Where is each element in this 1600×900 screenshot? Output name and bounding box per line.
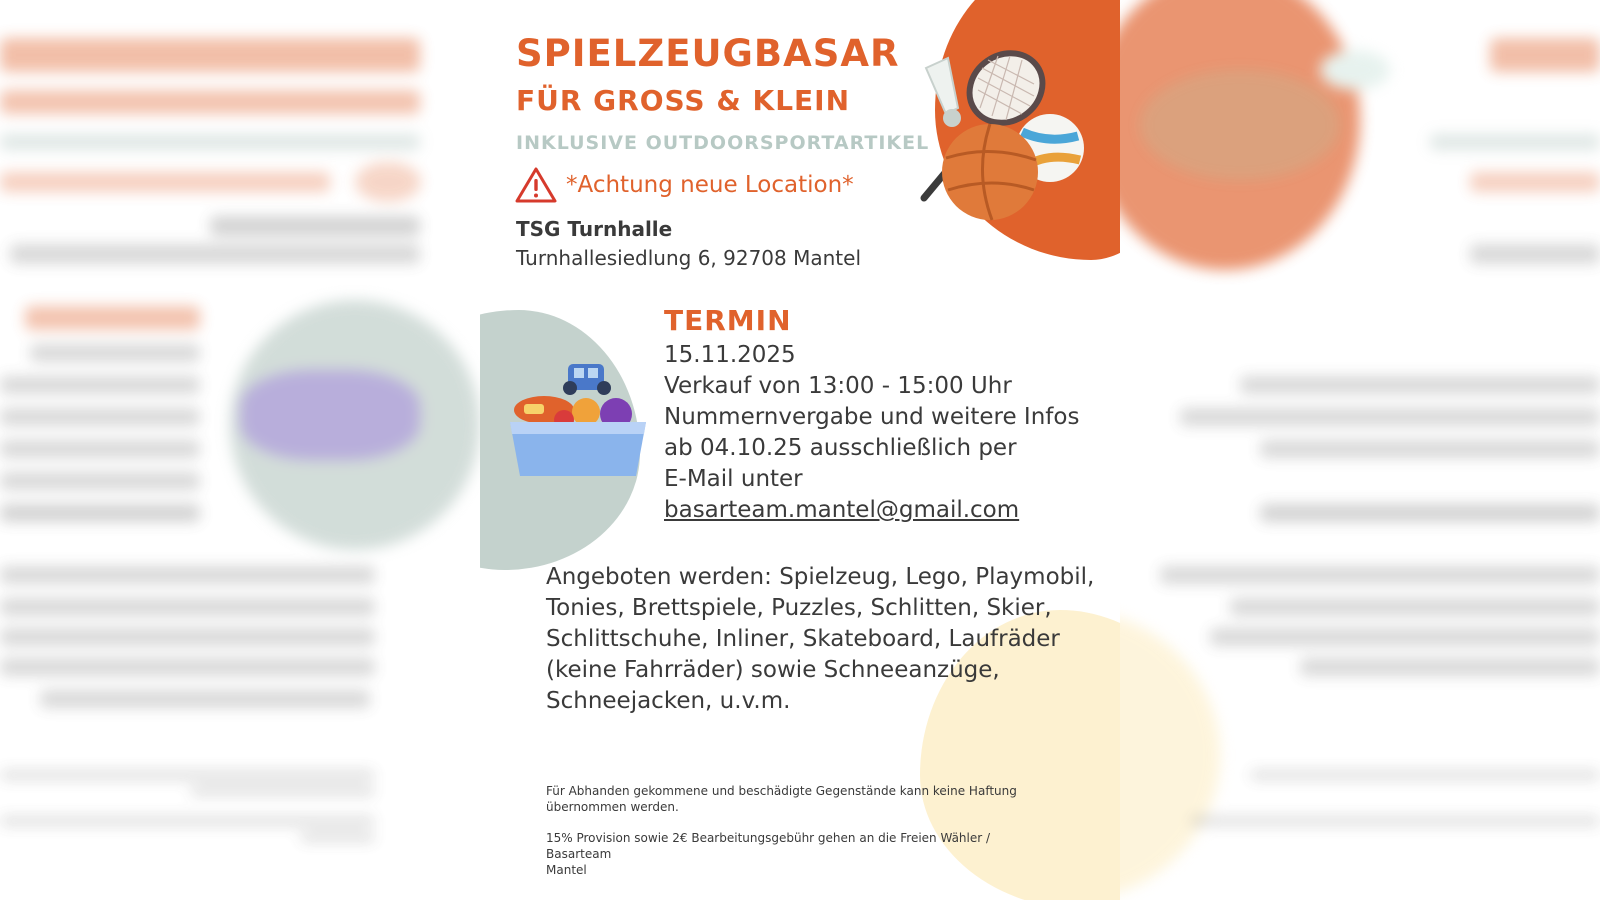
termin-time: Verkauf von 13:00 - 15:00 Uhr [664, 373, 1012, 399]
termin-details [664, 340, 1104, 526]
offered-line: Tonies, Brettspiele, Puzzles, Schlitten, Skier, [546, 595, 1052, 621]
blurred-background-right [1120, 0, 1600, 900]
venue-address: Turnhallesiedlung 6, 92708 Mantel [516, 246, 861, 270]
poster-tagline: INKLUSIVE OUTDOORSPORTARTIKEL [516, 132, 930, 154]
toy-basket-illustration [508, 364, 648, 484]
termin-heading: TERMIN [664, 304, 792, 337]
offered-line: (keine Fahrräder) sowie Schneeanzüge, [546, 657, 1000, 683]
liability-disclaimer [546, 783, 1046, 815]
fee-line: 15% Provision sowie 2€ Bearbeitungsgebühr gehen an die Freien Wähler / Basarteam [546, 831, 991, 861]
sports-equipment-illustration [918, 48, 1098, 228]
venue-name: TSG Turnhalle [516, 217, 673, 241]
location-warning [514, 166, 854, 204]
poster-title: SPIELZEUGBASAR [516, 32, 900, 75]
disclaimer-line: Für Abhanden gekommene und beschädigte Gegenstände kann keine Haftung [546, 784, 1017, 798]
email-link[interactable]: basarteam.mantel@gmail.com [664, 497, 1020, 523]
poster [480, 0, 1120, 900]
fee-line: Mantel [546, 863, 587, 877]
offered-items [546, 562, 1106, 717]
offered-line: Schlittschuhe, Inliner, Skateboard, Laufräder [546, 626, 1060, 652]
termin-info-line: E-Mail unter [664, 466, 803, 492]
warning-triangle-icon [514, 166, 558, 204]
fee-note [546, 830, 1046, 878]
offered-line: Schneejacken, u.v.m. [546, 688, 791, 714]
poster-subtitle: FÜR GROSS & KLEIN [516, 84, 851, 117]
warning-text: *Achtung neue Location* [566, 172, 854, 198]
termin-info-line: Nummernvergabe und weitere Infos [664, 404, 1080, 430]
termin-info-line: ab 04.10.25 ausschließlich per [664, 435, 1017, 461]
offered-line: Angeboten werden: Spielzeug, Lego, Playmobil, [546, 564, 1095, 590]
termin-date: 15.11.2025 [664, 342, 796, 368]
disclaimer-line: übernommen werden. [546, 800, 679, 814]
blurred-background-left [0, 0, 480, 900]
